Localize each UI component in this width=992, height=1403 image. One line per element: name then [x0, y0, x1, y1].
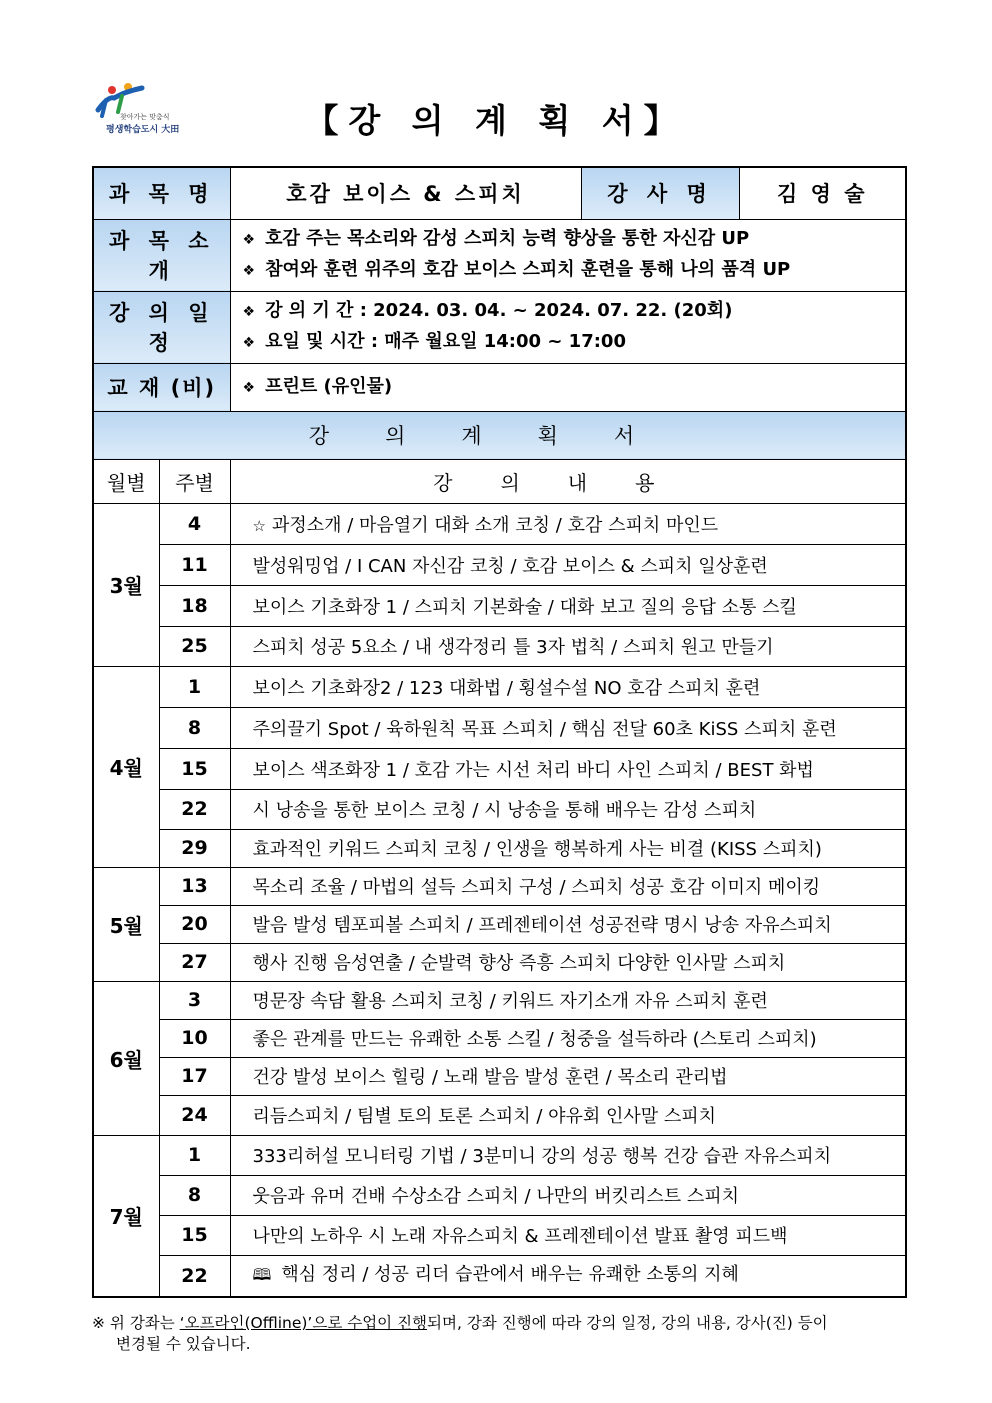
table-row	[93, 666, 906, 707]
week-cell: 29	[159, 829, 230, 867]
content-cell	[230, 943, 906, 981]
month-cell: 4월	[93, 666, 159, 867]
week-cell: 27	[159, 943, 230, 981]
content-text: 행사 진행 음성연출 / 순발력 향상 즉흥 스피치 다양한 인사말 스피치	[252, 953, 786, 974]
table-row	[93, 981, 906, 1019]
content-cell	[230, 905, 906, 943]
content-text: 리듬스피치 / 팀별 토의 토론 스피치 / 야유회 인사말 스피치	[252, 1106, 717, 1127]
table-row	[93, 789, 906, 829]
course-name: 호감 보이스 & 스피치	[230, 167, 581, 219]
intro-line: ❖ 참여와 훈련 위주의 호감 보이스 스피치 훈련을 통해 나의 품격 UP	[242, 259, 791, 280]
content-cell	[230, 1215, 906, 1255]
table-row	[93, 585, 906, 626]
material: ❖ 프린트 (유인물)	[230, 363, 906, 411]
course-intro	[230, 219, 906, 291]
schedule-line: ❖ 강 의 기 간 : 2024. 03. 04. ~ 2024. 07. 22. (20회)	[242, 300, 733, 321]
week-cell: 8	[159, 707, 230, 748]
content-text: 나만의 노하우 시 노래 자유스피치 & 프레젠테이션 발표 촬영 피드백	[252, 1226, 788, 1247]
week-cell: 8	[159, 1175, 230, 1215]
bullet-icon: ❖	[242, 335, 256, 351]
course-intro-label: 과 목 소 개	[93, 219, 230, 291]
content-text: 발성워밍업 / I CAN 자신감 코칭 / 호감 보이스 & 스피치 일상훈련	[252, 555, 768, 577]
logo-slogan: 찾아가는 맞춤식	[120, 113, 170, 121]
schedule-label: 강 의 일 정	[93, 291, 230, 363]
week-cell: 13	[159, 867, 230, 905]
table-row	[93, 707, 906, 748]
bullet-icon: ❖	[242, 379, 256, 396]
content-cell	[230, 981, 906, 1019]
week-cell: 15	[159, 1215, 230, 1255]
course-name-label: 과 목 명	[93, 167, 230, 219]
instructor-label: 강 사 명	[581, 167, 739, 219]
content-text: 보이스 기초화장2 / 123 대화법 / 횡설수설 NO 호감 스피치 훈련	[252, 677, 761, 699]
content-cell	[230, 626, 906, 666]
week-cell: 20	[159, 905, 230, 943]
table-row	[93, 748, 906, 789]
content-cell	[230, 1019, 906, 1057]
page-title: 【강 의 계 획 서】	[305, 101, 687, 140]
content-text: 과정소개 / 마음열기 대화 소개 코칭 / 호감 스피치 마인드	[271, 514, 719, 536]
content-cell	[230, 1255, 906, 1297]
course-intro-row	[93, 219, 906, 291]
footnote-line2: 변경될 수 있습니다.	[116, 1335, 251, 1353]
content-text: 스피치 성공 5요소 / 내 생각정리 틀 3자 법칙 / 스피치 원고 만들기	[252, 637, 774, 658]
table-row	[93, 544, 906, 585]
week-cell: 15	[159, 748, 230, 789]
month-cell: 3월	[93, 503, 159, 666]
content-cell	[230, 1175, 906, 1215]
week-cell: 11	[159, 544, 230, 585]
plan-header-row	[93, 459, 906, 503]
content-cell	[230, 1095, 906, 1135]
week-cell: 10	[159, 1019, 230, 1057]
content-text: 효과적인 키워드 스피치 코칭 / 인생을 행복하게 사는 비결 (KISS 스피치)	[252, 839, 822, 860]
week-cell: 4	[159, 503, 230, 544]
schedule-row	[93, 291, 906, 363]
table-row	[93, 503, 906, 544]
content-cell	[230, 748, 906, 789]
content-text: 시 낭송을 통한 보이스 코칭 / 시 낭송을 통해 배우는 감성 스피치	[252, 800, 757, 821]
month-cell: 6월	[93, 981, 159, 1135]
col-month-header: 월별	[93, 459, 159, 503]
content-text: 좋은 관계를 만드는 유쾌한 소통 스킬 / 청중을 설득하라 (스토리 스피치)	[252, 1029, 817, 1050]
content-cell	[230, 544, 906, 585]
content-text: 건강 발성 보이스 힐링 / 노래 발음 발성 훈련 / 목소리 관리법	[252, 1067, 728, 1088]
course-plan-table	[92, 166, 907, 1298]
table-row	[93, 829, 906, 867]
content-cell	[230, 707, 906, 748]
table-row	[93, 1019, 906, 1057]
bullet-icon: ❖	[242, 304, 256, 320]
week-cell: 1	[159, 666, 230, 707]
table-row	[93, 1095, 906, 1135]
schedule	[230, 291, 906, 363]
material-label: 교 재 (비)	[93, 363, 230, 411]
content-text: 목소리 조율 / 마법의 설득 스피치 구성 / 스피치 성공 호감 이미지 메이킹	[252, 877, 821, 898]
schedule-line: ❖ 요일 및 시간 : 매주 월요일 14:00 ~ 17:00	[242, 331, 626, 352]
star-icon: ☆	[252, 516, 266, 535]
month-cell: 5월	[93, 867, 159, 981]
book-icon: 🕮	[252, 1265, 272, 1285]
content-cell	[230, 585, 906, 626]
plan-band-title: 강의계획서	[93, 411, 906, 459]
content-cell	[230, 1057, 906, 1095]
material-row	[93, 363, 906, 411]
table-row	[93, 1135, 906, 1175]
week-cell: 1	[159, 1135, 230, 1175]
content-cell	[230, 1135, 906, 1175]
content-text: 웃음과 유머 건배 수상소감 스피치 / 나만의 버킷리스트 스피치	[252, 1186, 740, 1207]
plan-body	[93, 503, 906, 1297]
content-text: 보이스 기초화장 1 / 스피치 기본화술 / 대화 보고 질의 응답 소통 스킬	[252, 596, 797, 618]
content-cell	[230, 867, 906, 905]
table-row	[93, 1057, 906, 1095]
bullet-icon: ❖	[242, 232, 256, 248]
col-week-header: 주별	[159, 459, 230, 503]
table-row	[93, 1215, 906, 1255]
week-cell: 17	[159, 1057, 230, 1095]
table-row	[93, 1255, 906, 1297]
content-text: 핵심 정리 / 성공 리더 습관에서 배우는 유쾌한 소통의 지혜	[281, 1264, 739, 1286]
intro-line: ❖ 호감 주는 목소리와 감성 스피치 능력 향상을 통한 자신감 UP	[242, 228, 750, 249]
table-row	[93, 867, 906, 905]
content-text: 보이스 색조화장 1 / 호감 가는 시선 처리 바디 사인 스피치 / BEST 화법	[252, 759, 814, 781]
month-cell: 7월	[93, 1135, 159, 1297]
table-row	[93, 943, 906, 981]
week-cell: 22	[159, 1255, 230, 1297]
content-text: 명문장 속담 활용 스피치 코칭 / 키워드 자기소개 자유 스피치 훈련	[252, 991, 768, 1012]
logo-name: 평생학습도시 大田	[106, 125, 180, 135]
week-cell: 18	[159, 585, 230, 626]
week-cell: 22	[159, 789, 230, 829]
content-text: 발음 발성 템포피볼 스피치 / 프레젠테이션 성공전략 명시 낭송 자유스피치	[252, 915, 832, 936]
week-cell: 3	[159, 981, 230, 1019]
content-cell	[230, 666, 906, 707]
instructor-name: 김 영 술	[739, 167, 906, 219]
content-text: 주의끌기 Spot / 육하원칙 목표 스피치 / 핵심 전달 60초 KiSS 스피치 훈련	[252, 718, 837, 740]
table-row	[93, 1175, 906, 1215]
content-cell	[230, 503, 906, 544]
content-text: 333리허설 모니터링 기법 / 3분미니 강의 성공 행복 건강 습관 자유스피치	[252, 1146, 832, 1167]
plan-band-row	[93, 411, 906, 459]
footnote	[92, 1313, 905, 1355]
content-cell	[230, 789, 906, 829]
footnote-underlined: ‘오프라인(Offline)’으로 수업이 진행	[179, 1314, 428, 1332]
col-content-header: 강의내용	[230, 459, 906, 503]
content-cell	[230, 829, 906, 867]
course-name-row	[93, 167, 906, 219]
table-row	[93, 905, 906, 943]
week-cell: 24	[159, 1095, 230, 1135]
week-cell: 25	[159, 626, 230, 666]
table-row	[93, 626, 906, 666]
bullet-icon: ❖	[242, 263, 256, 279]
footnote-line1: ※ 위 강좌는 ‘오프라인(Offline)’으로 수업이 진행되며, 강좌 진행에 따라 강의 일정, 강의 내용, 강사(진) 등이	[92, 1314, 828, 1332]
